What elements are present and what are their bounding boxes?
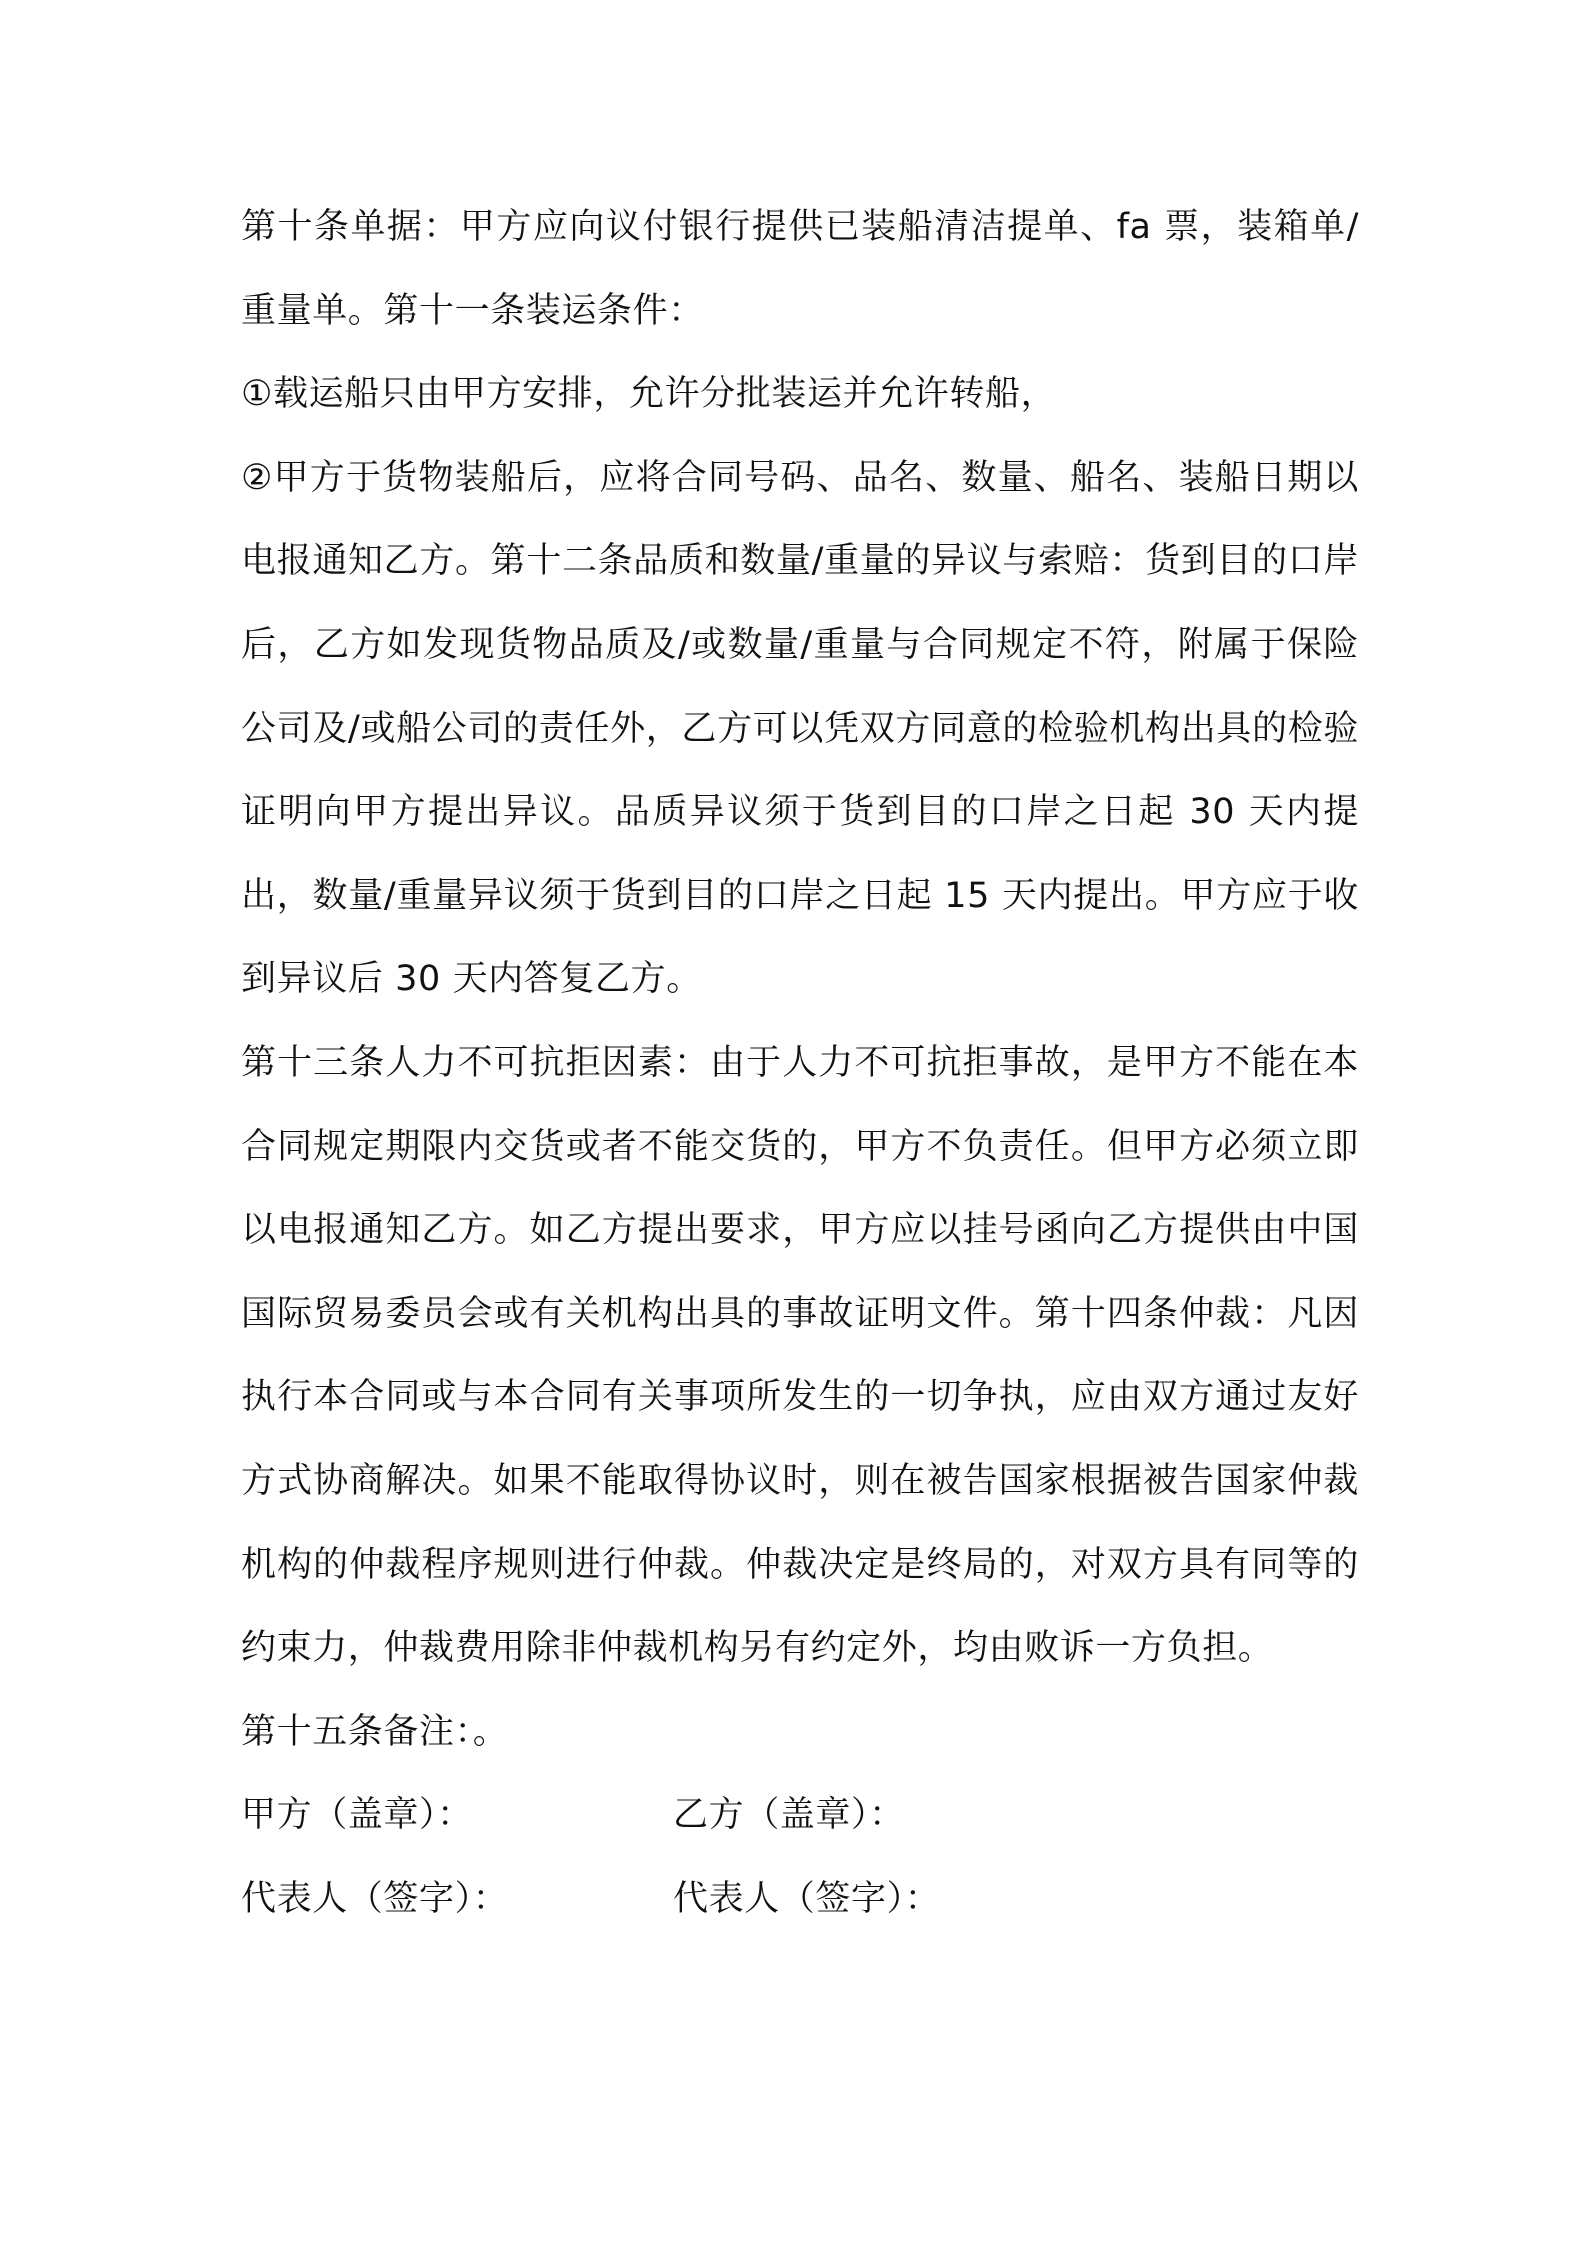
paragraph-article-13-14: 第十三条人力不可抗拒因素：由于人力不可抗拒事故，是甲方不能在本合同规定期限内交货或者不能交货的，甲方不负责任。但甲方必须立即以电报通知乙方。如乙方提出要求，甲方应以挂号函向乙方提供由中国国际贸易委员会或有关机构出具的事故证明文件。第十四条仲裁：凡因执行本合同或与本合同有关事项所发生的一切争执，应由双方通过友好方式协商解决。如果不能取得协议时，则在被告国家根据被告国家仲裁机构的仲裁程序规则进行仲裁。仲裁决定是终局的，对双方具有同等的约束力，仲裁费用除非仲裁机构另有约定外，均由败诉一方负担。 xyxy=(241,1042,1359,1669)
party-b-representative-label: 代表人（签字）： xyxy=(673,1878,941,1919)
party-a-seal-label: 甲方（盖章）： xyxy=(241,1795,473,1836)
paragraph-article-15: 第十五条备注：。 xyxy=(241,1711,509,1752)
signature-row-seal xyxy=(241,1774,1359,1858)
signature-row-representative xyxy=(241,1858,1359,1942)
party-a-representative-label: 代表人（签字）： xyxy=(241,1878,509,1919)
paragraph-article-10-11: 第十条单据：甲方应向议付银行提供已装船清洁提单、fa 票，装箱单/重量单。第十一条装运条件： xyxy=(241,207,1359,331)
paragraph-shipping-item-1: ①载运船只由甲方安排，允许分批装运并允许转船， xyxy=(241,374,1057,415)
paragraph-shipping-item-2-article-12: ②甲方于货物装船后，应将合同号码、品名、数量、船名、装船日期以电报通知乙方。第十二条品质和数量/重量的异议与索赔：货到目的口岸后，乙方如发现货物品质及/或数量/重量与合同规定不符，附属于保险公司及/或船公司的责任外，乙方可以凭双方同意的检验机构出具的检验证明向甲方提出异议。品质异议须于货到目的口岸之日起 30 天内提出，数量/重量异议须于货到目的口岸之日起 15 天内提出。甲方应于收到异议后 30 天内答复乙方。 xyxy=(241,457,1359,1000)
document-body xyxy=(241,186,1359,1941)
party-b-seal-label: 乙方（盖章）： xyxy=(673,1795,905,1836)
